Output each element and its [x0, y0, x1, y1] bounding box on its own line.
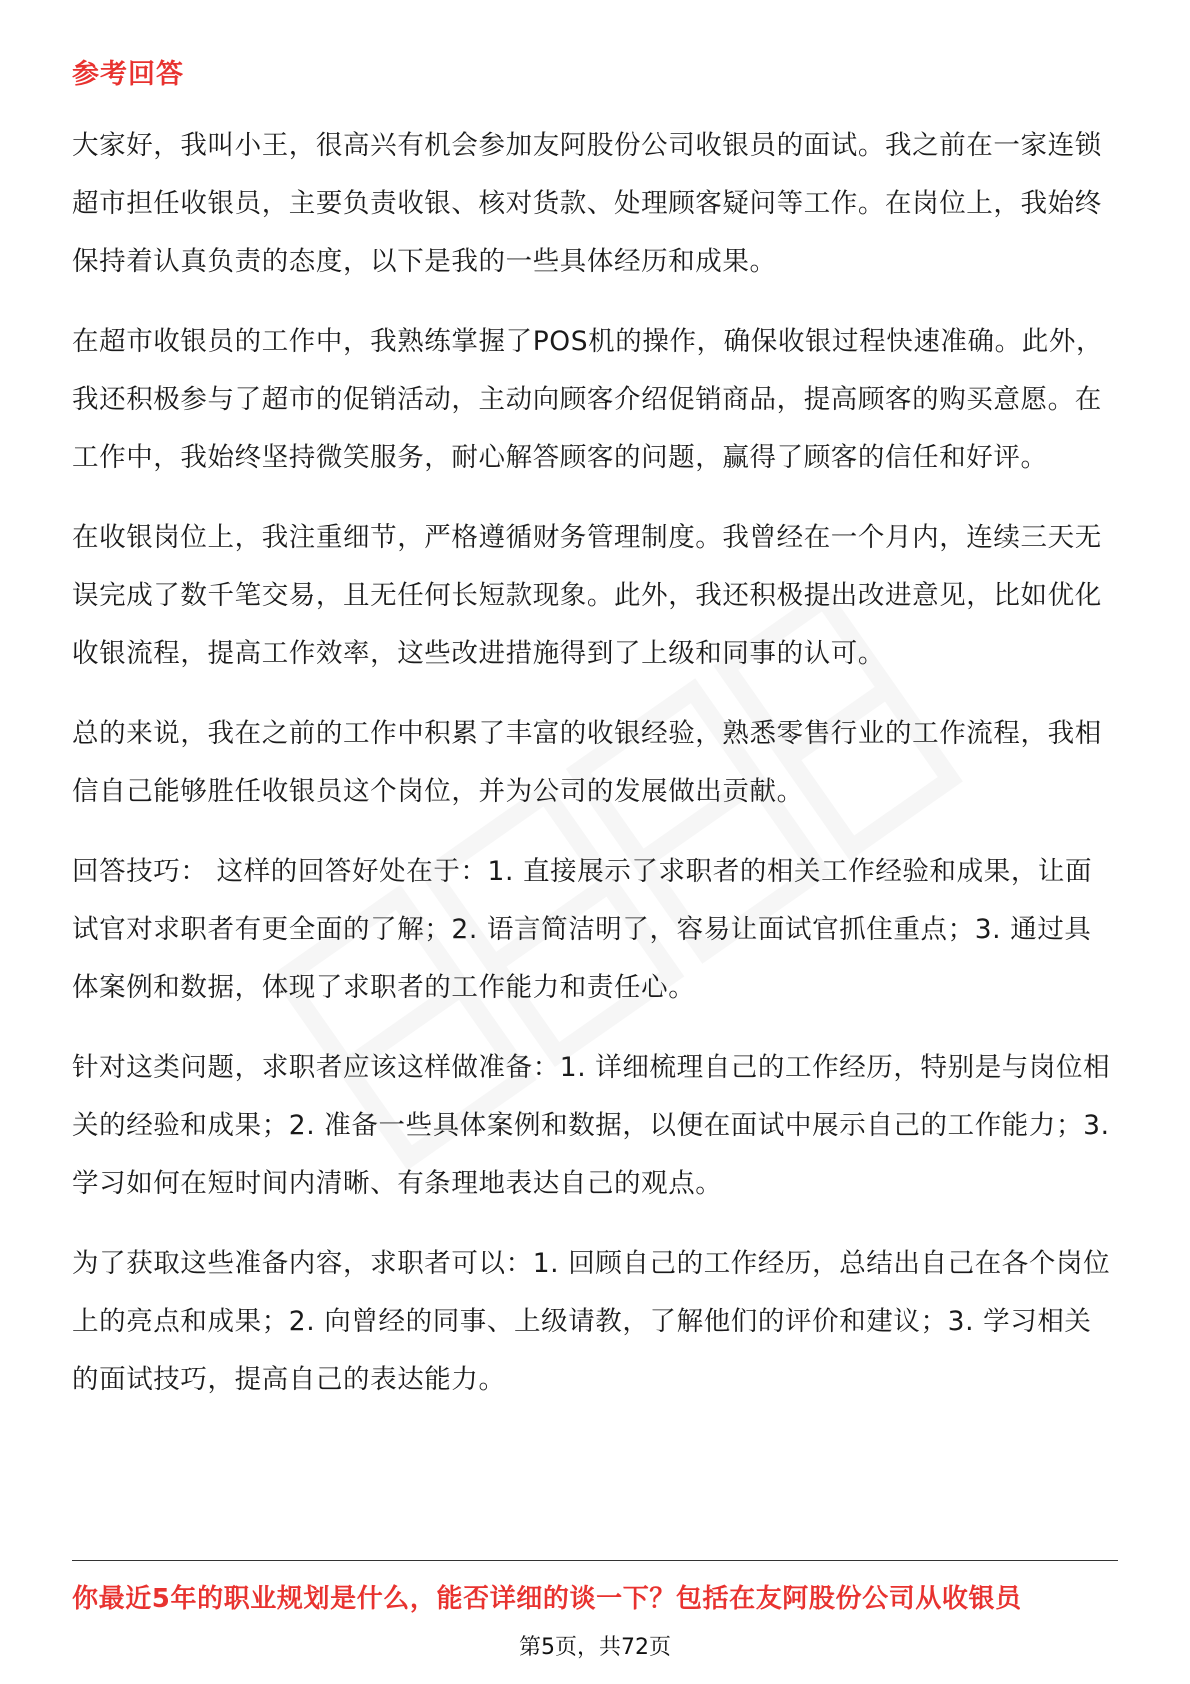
- answer-paragraph-summary: 总的来说，我在之前的工作中积累了丰富的收银经验，熟悉零售行业的工作流程，我相信自己能够胜任收银员这个岗位，并为公司的发展做出贡献。: [72, 718, 1102, 807]
- section-divider: [72, 1560, 1118, 1561]
- resources-paragraph: 为了获取这些准备内容，求职者可以：1. 回顾自己的工作经历，总结出自己在各个岗位上的亮点和成果；2. 向曾经的同事、上级请教，了解他们的评价和建议；3. 学习相关的面试技巧，提高自己的表达能力。: [72, 1248, 1111, 1395]
- section-title: 参考回答: [72, 59, 184, 90]
- page-number: 第5页，共72页: [519, 1635, 671, 1660]
- preparation-paragraph: 针对这类问题，求职者应该这样做准备：1. 详细梳理自己的工作经历，特别是与岗位相关的经验和成果；2. 准备一些具体案例和数据，以便在面试中展示自己的工作能力；3. 学习如何在短时间内清晰、有条理地表达自己的观点。: [72, 1052, 1111, 1199]
- answer-body: [72, 117, 1117, 1431]
- next-question-heading: 你最近5年的职业规划是什么，能否详细的谈一下？包括在友阿股份公司从收银员: [72, 1584, 1022, 1614]
- answer-paragraph-intro: 大家好，我叫小王，很高兴有机会参加友阿股份公司收银员的面试。我之前在一家连锁超市担任收银员，主要负责收银、核对货款、处理顾客疑问等工作。在岗位上，我始终保持着认真负责的态度，以下是我的一些具体经历和成果。: [72, 130, 1102, 277]
- answer-tips-paragraph: 回答技巧： 这样的回答好处在于：1. 直接展示了求职者的相关工作经验和成果，让面试官对求职者有更全面的了解；2. 语言简洁明了，容易让面试官抓住重点；3. 通过具体案例和数据，体现了求职者的工作能力和责任心。: [72, 856, 1093, 1003]
- answer-paragraph-pos-experience: 在超市收银员的工作中，我熟练掌握了POS机的操作，确保收银过程快速准确。此外，我还积极参与了超市的促销活动，主动向顾客介绍促销商品，提高顾客的购买意愿。在工作中，我始终坚持微笑服务，耐心解答顾客的问题，赢得了顾客的信任和好评。: [72, 326, 1104, 473]
- answer-paragraph-detail-focus: 在收银岗位上，我注重细节，严格遵循财务管理制度。我曾经在一个月内，连续三天无误完成了数千笔交易，且无任何长短款现象。此外，我还积极提出改进意见，比如优化收银流程，提高工作效率，这些改进措施得到了上级和同事的认可。: [72, 522, 1102, 669]
